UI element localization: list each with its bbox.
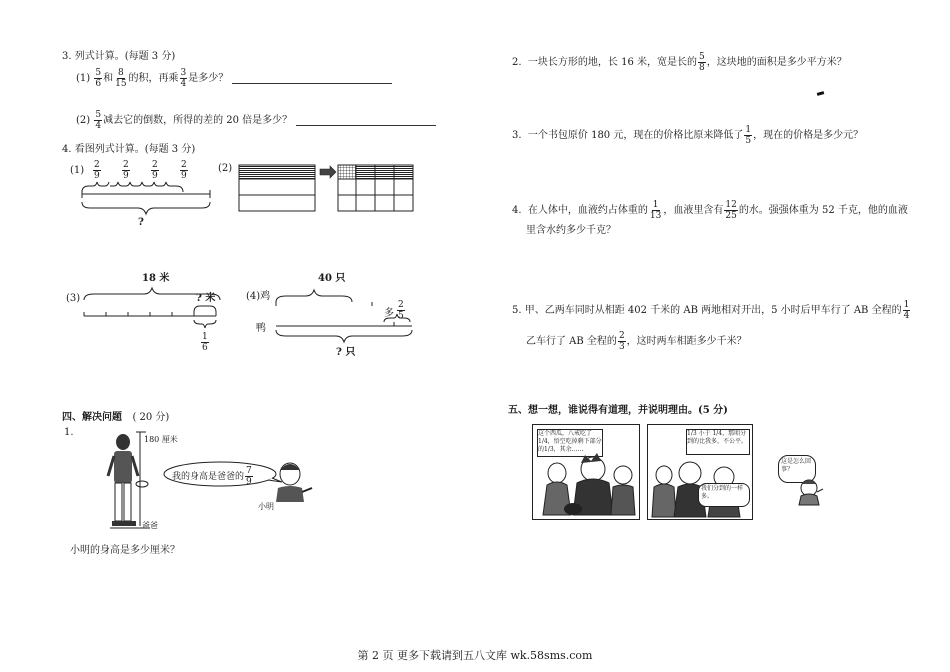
fraction: $\frac{3}{4}$	[180, 68, 187, 89]
speech-bubble-1: 这个西瓜，八戒吃了1/4，悟空吃掉剩下部分的1/3，其余……	[537, 429, 603, 457]
right-q4-line2: 里含水约多少千克？	[526, 225, 616, 236]
diagram-3	[64, 272, 234, 353]
xiaoming-illustration	[270, 460, 320, 505]
fraction: $\frac{5}{8}$	[699, 52, 705, 73]
text: 乙车行了 AB 全程的	[526, 335, 617, 347]
brace-diagram	[70, 180, 220, 220]
answer-line[interactable]	[296, 115, 436, 126]
fraction: $\frac{2}{3}$	[618, 331, 625, 352]
right-q4	[512, 200, 908, 221]
text: 的水。强强体重为 52 千克，他的血液	[738, 204, 908, 216]
speech-bubble-4: 这是怎么回事？	[778, 455, 816, 483]
text: ，这块地的面积是多少平方米？	[706, 56, 847, 68]
section-points: ( 20 分)	[132, 412, 170, 423]
diagram-label: (2)	[218, 163, 233, 174]
xiaoming-label: 小明	[258, 502, 274, 511]
diagram-4	[244, 272, 424, 364]
text: 减去它的倒数，所得的差的 20 倍是多少？	[103, 114, 293, 126]
characters-drawing	[533, 453, 639, 519]
text: 甲、乙两车同时从相距 402 千米的 AB 两地相对开出，5 小时后甲车行了 AB 全程的	[524, 304, 902, 316]
sec4-q1-question: 小明的身高是多少厘米？	[70, 545, 180, 556]
q3-p2-number: (2)	[76, 114, 91, 126]
fraction: $\frac{2}{9}$	[94, 160, 100, 181]
comic-panel-2	[647, 424, 753, 520]
question-number: 5.	[512, 304, 522, 316]
text: 是多少？	[188, 72, 229, 84]
section5-heading: 五、想一想，谁说得有道理，并说明理由。(5 分)	[508, 405, 728, 416]
more-label: 多	[384, 308, 394, 319]
fraction: $\frac{1}{5}$	[745, 125, 752, 146]
speech-text	[172, 466, 254, 487]
right-q5	[512, 300, 911, 321]
fraction: $\frac{2}{9}$	[152, 160, 158, 181]
monkey-icon	[796, 478, 826, 506]
duck-label: 鸭	[256, 323, 266, 334]
question-number: 3.	[512, 129, 522, 141]
answer-line[interactable]	[232, 73, 392, 84]
diagram-2	[218, 160, 428, 215]
question-number: 4.	[512, 204, 522, 216]
fraction: $\frac{5}{6}$	[95, 68, 102, 89]
question-label: ? 只	[336, 347, 356, 358]
q3-heading: 3. 列式计算。(每题 3 分)	[62, 51, 176, 62]
diagram-1	[70, 158, 220, 230]
fraction: $\frac{8}{15}$	[115, 68, 127, 89]
text: 一块长方形的地，长 16 米，宽是长的	[527, 56, 697, 68]
q4-heading: 4. 看图列式计算。(每题 3 分)	[62, 144, 196, 155]
ink-mark	[817, 91, 825, 96]
question-mark: ?	[138, 217, 144, 228]
rectangle-diagram	[238, 164, 433, 214]
comic-panel-1	[532, 424, 640, 520]
text: ，这时两车相距多少千米？	[626, 335, 747, 347]
fraction: $\frac{2}{9}$	[123, 160, 129, 181]
text: 在人体中，血液约占体重的	[527, 204, 648, 216]
q3-part2	[76, 110, 436, 131]
page-footer: 第 2 页 更多下载请到五八文库 wk.58sms.com	[357, 649, 593, 662]
section4-heading	[62, 411, 169, 425]
right-q2	[512, 52, 847, 73]
diagram-label: (3)	[66, 293, 81, 304]
section-title: 四、解决问题	[62, 412, 122, 423]
fraction: $\frac{2}{5}$	[398, 300, 404, 321]
part-label: ? 米	[196, 293, 216, 304]
length-label: 18 米	[142, 273, 170, 284]
text: 和	[103, 72, 114, 84]
height-label: 180 厘米	[144, 435, 178, 444]
text: 我的身高是爸爸的	[172, 471, 245, 482]
chicken-label: (4)鸡	[246, 291, 271, 302]
fraction: $\frac{7}{9}$	[246, 466, 252, 487]
fraction: $\frac{5}{4}$	[95, 110, 102, 131]
segment-diagram	[64, 282, 234, 337]
text: 的积，再乘	[128, 72, 179, 84]
compare-diagram	[244, 282, 424, 347]
count-label: 40 只	[318, 273, 346, 284]
text: ，现在的价格是多少元？	[753, 129, 864, 141]
diagram-label: (1)	[70, 165, 85, 176]
speech-bubble-3: 我们分到的一样多。	[698, 483, 750, 507]
speech-bubble-2: 1/3 小于 1/4，那咱分到的比我多，不公平。	[686, 429, 750, 455]
fraction: $\frac{1}{13}$	[649, 200, 662, 221]
text: 一个书包原价 180 元，现在的价格比原来降低了	[527, 129, 744, 141]
fraction: $\frac{1}{4}$	[903, 300, 910, 321]
q1-number: 1.	[64, 427, 74, 438]
fraction: $\frac{12}{25}$	[725, 200, 737, 221]
right-q3	[512, 125, 863, 146]
q3-p1-number: (1)	[76, 72, 91, 84]
text: ，血液里含有	[663, 204, 724, 216]
dad-label: 爸爸	[142, 521, 158, 530]
right-q5-line2	[526, 331, 747, 352]
q3-part1	[76, 68, 392, 89]
fraction: $\frac{2}{9}$	[181, 160, 187, 181]
question-number: 2.	[512, 56, 522, 68]
fraction: $\frac{1}{6}$	[202, 332, 208, 353]
